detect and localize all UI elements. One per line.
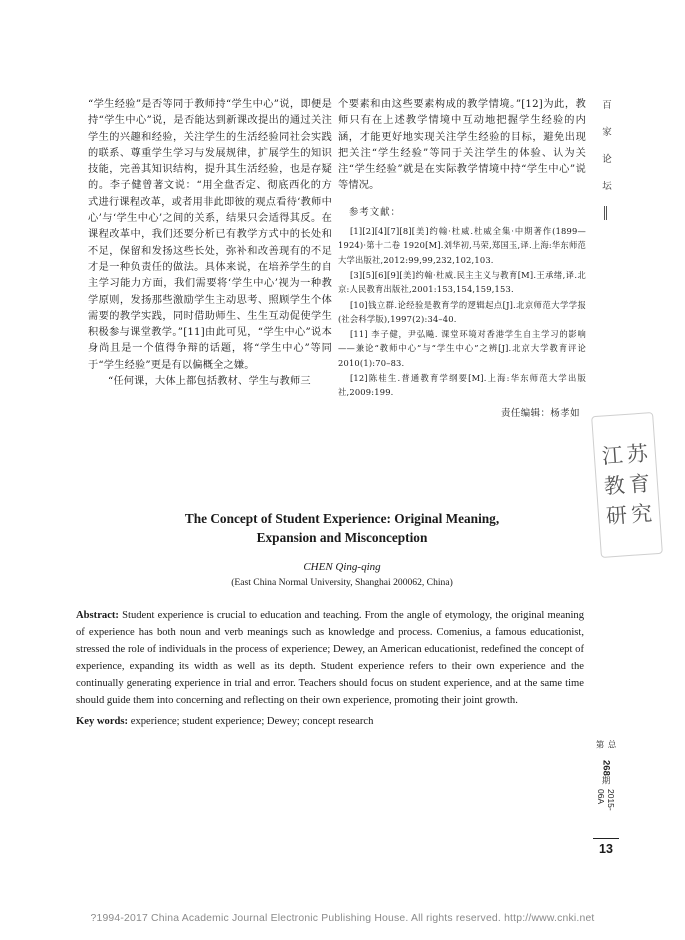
page-number: 13 [593, 838, 619, 856]
issue-info [594, 740, 618, 822]
issue-date: 2015-06A [596, 789, 616, 811]
section-tab [596, 97, 618, 202]
issue-number: 268 [600, 759, 612, 776]
issue-prefix: 总第 [595, 740, 617, 750]
journal-logo-char: 江 [601, 443, 624, 469]
reference-item: [3][5][6][9][美]约翰·杜威.民主主义与教育[M].王承绪,译.北京:人民教育出版社,2001:153,154,159,153. [338, 269, 586, 295]
journal-logo-char: 育 [628, 471, 651, 497]
english-title [80, 509, 604, 547]
reference-item: [1][2][4][7][8][美]约翰·杜威.杜威全集·中期著作(1899—1924)·第十二卷 1920[M].刘华初,马荣,郑国玉,译.上海:华东师范大学出版社,2012:99,99,232,102,103. [338, 226, 586, 265]
body-paragraph: “任何课，大体上都包括教材、学生与教师三 [108, 376, 311, 388]
keywords-label: Key words: [76, 716, 129, 727]
journal-logo-char: 研 [605, 503, 628, 529]
journal-logo-char: 教 [603, 473, 626, 499]
responsible-editor: 责任编辑：杨孝如 [500, 407, 580, 419]
reference-item: [11] 李子健，尹弘飚. 课堂环境对香港学生自主学习的影响——兼论“教师中心”与“学生中心”之辨[J].北京大学教育评论 2010(1):70–83. [338, 329, 586, 368]
journal-logo-char: 究 [630, 501, 653, 527]
author-name: CHEN Qing-qing [303, 561, 381, 573]
abstract-label: Abstract: [76, 610, 119, 621]
reference-item: [10]钱立群.论经验是教育学的逻辑起点[J].北京师范大学学报(社会科学版),1997(2):34–40. [338, 299, 586, 324]
right-column [338, 97, 586, 422]
author-affiliation: (East China Normal University, Shanghai 200062, China) [231, 577, 453, 588]
english-title-line: Expansion and Misconception [256, 530, 428, 545]
reference-item: [12]陈桂生.普通教育学纲要[M].上海:华东师范大学出版社,2009:199. [338, 373, 586, 398]
keywords-text: experience; student experience; Dewey; concept research [130, 716, 374, 727]
left-column [88, 97, 332, 390]
abstract-text: Student experience is crucial to education and teaching. From the angle of etymology, the original meaning of experience has both noun and verb meanings such as knowledge and process. Comenius, a famous educationist, stressed the role of individuals in the process of experience; Dewey, an American educationist, redefined the concept of experience, expanding its width as well as its depth. Student experience refers to their own experience and the continually generating experience in trial and error. Teachers should focus on student experience, and at the same time should guide them into concerning and reflecting on their own experience, promoting their joint growth. [76, 610, 584, 706]
english-title-line: The Concept of Student Experience: Original Meaning, [184, 511, 500, 526]
english-keywords [76, 716, 584, 727]
section-tab-char: 论 [602, 154, 612, 165]
journal-logo-char: 苏 [626, 441, 649, 467]
copyright-footer: ?1994-2017 China Academic Journal Electronic Publishing House. All rights reserved. http://www.cnki.net [90, 913, 595, 924]
issue-suffix: 期 [601, 775, 611, 786]
section-tab-char: 家 [602, 127, 612, 138]
references-heading: 参考文献： [349, 206, 401, 218]
body-paragraph: 个要素和由这些要素构成的教学情境。”[12]为此，教师只有在上述教学情境中互动地把握学生经验的内涵，才能更好地实现关注学生经验的目标，避免出现把关注“学生经验”等同于关注学生的体验、认为关注“学生经验”就是在实际教学情境中持“学生中心”说等情况。 [338, 99, 586, 192]
section-tab-char: 百 [602, 100, 612, 111]
body-paragraph: “学生经验”是否等同于教师持“学生中心”说，即便是持“学生中心”说，是否能达到新课改提出的通过关注学生的兴趣和经验，关注学生的生活经验同社会实践的联系、尊重学生学习与发展规律，扩展学生的知识技能，完善其知识结构，提升其生活经验，也是存疑的。李子健曾著文说：“用全盘否定、彻底西化的方式进行课程改革，或者用非此即彼的观点看待‘教师中心’与‘学生中心’之间的关系，结果只会适得其反。在课程改革中，我们还要分析已有教学方式中的长处和不足，保留和发扬这些长处，弥补和改善现有的不足才是一种负责任的做法。具体来说，在培养学生的自主学习能力方面，我们需要将‘学生中心’视为一种教学原则，发扬那些激励学生主动思考、照顾学生个体需要的教学实践，同时借助师生、生生互动促使学生积极参与课堂教学。”[11]由此可见，“学生中心”说本身尚且是一个值得争辩的话题，将“学生中心”等同于“学生经验”更是有以偏概全之嫌。 [88, 99, 332, 371]
section-tab-mark [604, 206, 615, 220]
section-tab-char: 坛 [602, 181, 612, 192]
english-abstract [76, 607, 584, 709]
